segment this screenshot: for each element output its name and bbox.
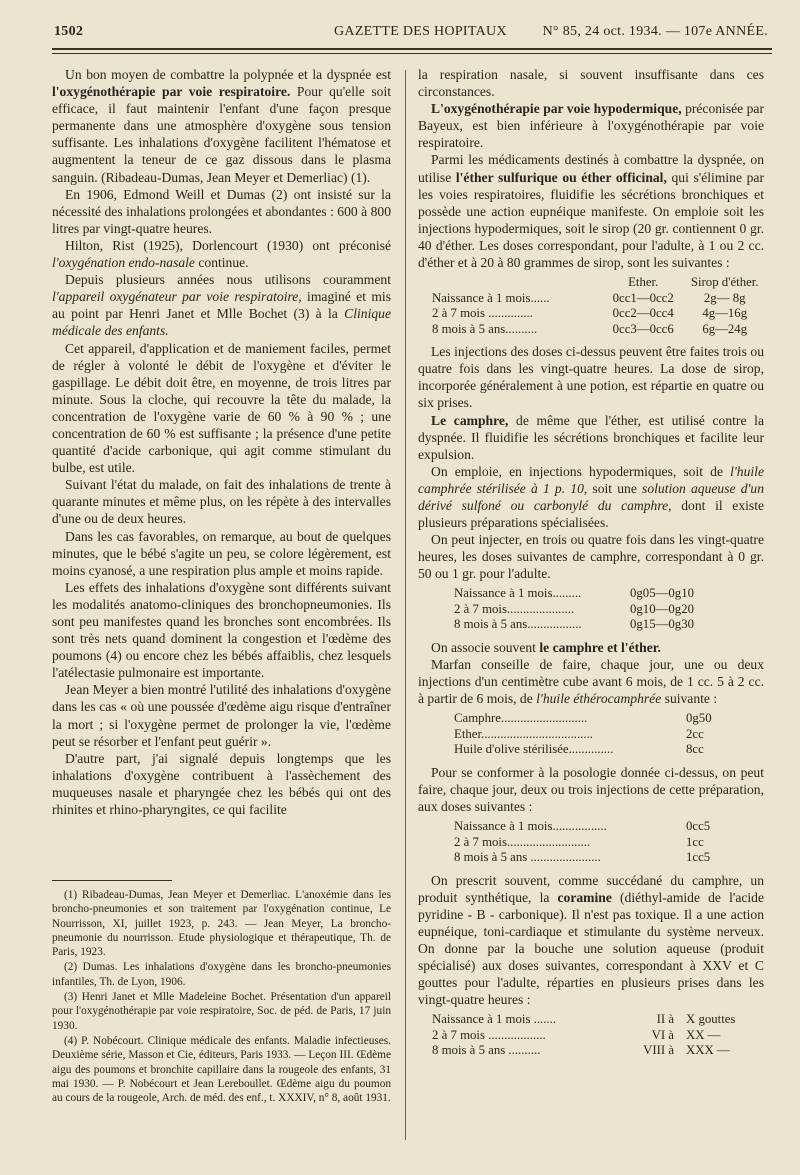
- footnotes: [52, 888, 391, 1106]
- table-row: Naissance à 1 mois...... 0cc1—0cc2 2g— 8g: [432, 290, 746, 305]
- table-row: 8 mois à 5 ans................. 0g15—0g30: [454, 617, 694, 632]
- footnote: (4) P. Nobécourt. Clinique médicale des enfants. Maladie infectieuses. Deuxième série, Masson et Cie, éditeurs, Paris 1933. — Leçon III. Œdème aigu des poumons et bronchite capillaire dans la rougeole des enfants, 31 mai 1930. — P. Nobécourt et Jean Lereboullet. Œdème aigu du poumon au cours de la rougeole, Arch. de méd. des enf., t. XXXIV, n° 8, août 1931.: [52, 1034, 391, 1105]
- paragraph: la respiration nasale, si souvent insuffisante dans ces circonstances.: [418, 67, 764, 100]
- paragraph: On prescrit souvent, comme succédané du camphre, un produit synthétique, la coramine (diéthyl-amide de l'acide pyridine - B - carbonique). Il n'est pas toxique. Il a une action eupnéique, toni-cardiaque et stimulante du système nerveux. On donne par la bouche une solution aqueuse (produit spécialisé) aux doses suivantes, correspondant à XXV et C gouttes pour l'adulte, réparties en plusieurs prises dans les vingt-quatre heures :: [418, 872, 764, 1008]
- table-row: 2 à 7 mois.......................... 1cc: [454, 834, 704, 849]
- table-row: Ether................................... 2cc: [454, 726, 704, 741]
- left-column: [52, 66, 391, 818]
- header-rule: [52, 48, 772, 50]
- page-number: 1502: [54, 24, 84, 39]
- paragraph: On emploie, en injections hypodermiques, soit de l'huile camphrée stérilisée à 1 p. 10, soit une solution aqueuse d'un dérivé sulfoné ou carbonylé du camphre, dont il existe plusieurs préparations spécialisées.: [418, 463, 765, 531]
- camphre-dose-table: [454, 586, 764, 633]
- paragraph: D'autre part, j'ai signalé depuis longtemps que les inhalations d'oxygène contribuent à l'assèchement des muqueuses nasale et pharyngée chez les bébés qui ont des rhinites et rhino-pharyngites, ce qui facilite: [52, 750, 391, 818]
- table-row: 2 à 7 mois .................. VI à XX —: [432, 1027, 721, 1042]
- header-rule-thin: [52, 53, 772, 54]
- table-row: 2 à 7 mois..................... 0g10—0g20: [454, 601, 694, 616]
- right-column: [418, 66, 764, 1065]
- table-row: Huile d'olive stérilisée.............. 8cc: [454, 742, 704, 757]
- footnote: (1) Ribadeau-Dumas, Jean Meyer et Demerliac. L'anoxémie dans les broncho-pneumonies et son traitement par l'oxygénation continue, Le Nourrisson, XI, juillet 1923, p. 243. — Jean Meyer, La broncho-pneumonie du nourrisson. Etude physiologique et thérapeutique, Th. de Paris, 1923.: [52, 889, 391, 959]
- ether-dose-table: [432, 275, 764, 337]
- table-row: 2 à 7 mois .............. 0cc2—0cc4 4g—16g: [432, 306, 748, 321]
- footnote: (2) Dumas. Les inhalations d'oxygène dans les broncho-pneumonies infantiles, Th. de Lyon, 1906.: [52, 961, 391, 988]
- paragraph: Suivant l'état du malade, on fait des inhalations de trente à quarante minutes et même plus, on les répète à des intervalles d'une ou de deux heures.: [52, 477, 391, 527]
- paragraph: Pour se conformer à la posologie donnée ci-dessus, on peut faire, chaque jour, deux ou trois injections de cette préparation, aux doses suivantes :: [418, 764, 764, 814]
- page-header: [48, 24, 768, 46]
- paragraph: Hilton, Rist (1925), Dorlencourt (1930) ont préconisé l'oxygénation endo-nasale continue.: [52, 237, 391, 271]
- paragraph: Cet appareil, d'application et de maniement faciles, permet de régler à volonté le débit de l'oxygène et d'éviter le gaspillage. Le débit doit être, en moyenne, de trois litres par minute. Sous la cloche, qui recouvre la tête du malade, la concentration de l'oxygène varie de 60 % à 90 % ; une concentration de 60 % est suffisante ; la présence d'une petite quantité d'acide carbonique, qui agit comme stimulant du bulbe, est utile.: [52, 340, 391, 476]
- journal-title: GAZETTE DES HOPITAUX: [334, 24, 507, 39]
- table-row: Naissance à 1 mois................. 0cc5: [454, 819, 711, 834]
- issue-info: N° 85, 24 oct. 1934. — 107e ANNÉE.: [542, 24, 768, 39]
- ethero-camphree-formula: [454, 711, 764, 758]
- table-row: Naissance à 1 mois ....... II à X gouttes: [432, 1012, 736, 1027]
- table-row: 8 mois à 5 ans .......... VIII à XXX —: [432, 1043, 730, 1058]
- footnote-rule: [52, 880, 172, 881]
- paragraph: Parmi les médicaments destinés à combattre la dyspnée, on utilise l'éther sulfurique ou éther officinal, qui s'élimine par les voies respiratoires, fluidifie les sécrétions bronchiques et possède une action eupnéique manifeste. On emploie soit les injections hypodermiques, soit le sirop (20 gr. contiennent 0 gr. 40 d'éther. Les doses correspondant, pour l'adulte, à 1 ou 2 cc. d'éther et à 20 à 80 grammes de sirop, sont les suivantes :: [418, 152, 764, 271]
- table-header-row: Ether. Sirop d'éther.: [628, 275, 759, 290]
- table-row: 8 mois à 5 ans ...................... 1cc5: [454, 850, 711, 865]
- paragraph: Marfan conseille de faire, chaque jour, une ou deux injections d'un centimètre cube avant 6 mois, de 1 cc. 5 à 2 cc. à partir de 6 mois, de l'huile éthérocamphrée suivante :: [418, 657, 764, 707]
- paragraph: Dans les cas favorables, on remarque, au bout de quelques minutes, que le bébé s'agite un peu, se colore légèrement, est moins cyanosé, a une respiration plus ample et moins rapide.: [52, 528, 391, 578]
- paragraph: Jean Meyer a bien montré l'utilité des inhalations d'oxygène dans les cas « où une poussée d'œdème aigu risque d'entraîner la mort ; si l'oxygène permet de prolonger la vie, l'œdème peut se résorber et l'enfant peut guérir ».: [52, 682, 391, 749]
- paragraph: On peut injecter, en trois ou quatre fois dans les vingt-quatre heures, les doses suivantes de camphre, correspondant à 0 gr. 50 ou 1 gr. pour l'adulte.: [418, 532, 764, 582]
- column-divider: [405, 70, 406, 1140]
- coramine-dose-table: [432, 1012, 764, 1059]
- table-row: 8 mois à 5 ans.......... 0cc3—0cc6 6g—24g: [432, 321, 748, 336]
- paragraph: L'oxygénothérapie par voie hypodermique, préconisée par Bayeux, est bien inférieure à l'oxygénothérapie par voie respiratoire.: [418, 101, 764, 151]
- paragraph: Les effets des inhalations d'oxygène sont différents suivant les modalités anatomo-cliniques des bronchopneumonies. Ils sont peu manifestes quand les bronches sont encombrées. Ils sont très nets quand dominent la congestion et l'œdème des poumons (4) ou encore chez les bébés affaiblis, chez lesquels l'atélectasie pulmonaire est importante.: [52, 579, 391, 681]
- table-row: Camphre........................... 0g50: [454, 711, 712, 726]
- footnote: (3) Henri Janet et Mlle Madeleine Bochet. Présentation d'un appareil pour l'oxygénothérapie par voie respiratoire, Soc. de péd. de Paris, 17 juin 1930.: [52, 991, 391, 1032]
- paragraph: En 1906, Edmond Weill et Dumas (2) ont insisté sur la nécessité des inhalations prolongées et abondantes : 600 à 800 litres par vingt-quatre heures.: [52, 186, 391, 236]
- paragraph: Les injections des doses ci-dessus peuvent être faites trois ou quatre fois dans les vingt-quatre heures. La dose de sirop, incorporée généralement à une potion, est répartie en quatre ou six prises.: [418, 344, 764, 411]
- table-row: Naissance à 1 mois......... 0g05—0g10: [454, 586, 694, 601]
- paragraph: Depuis plusieurs années nous utilisons couramment l'appareil oxygénateur par voie respiratoire, imaginé et mis au point par Henri Janet et Mlle Bochet (3) à la Clinique médicale des enfants.: [52, 272, 391, 339]
- huile-dose-table: [454, 819, 764, 866]
- paragraph: Un bon moyen de combattre la polypnée et la dyspnée est l'oxygénothérapie par voie respiratoire. Pour qu'elle soit efficace, il faut maintenir l'enfant d'une façon presque permanente dans une atmosphère d'oxygène sous tension suffisante. Les inhalations d'oxygène facilitent l'hématose et augmentent la teneur de ce gaz dissous dans le plasma sanguin. (Ribadeau-Dumas, Jean Meyer et Demerliac) (1).: [52, 67, 392, 185]
- paragraph: Le camphre, de même que l'éther, est utilisé contre la dyspnée. Il fluidifie les sécrétions bronchiques et facilite leur expulsion.: [418, 412, 764, 462]
- paragraph: On associe souvent le camphre et l'éther.: [431, 639, 661, 655]
